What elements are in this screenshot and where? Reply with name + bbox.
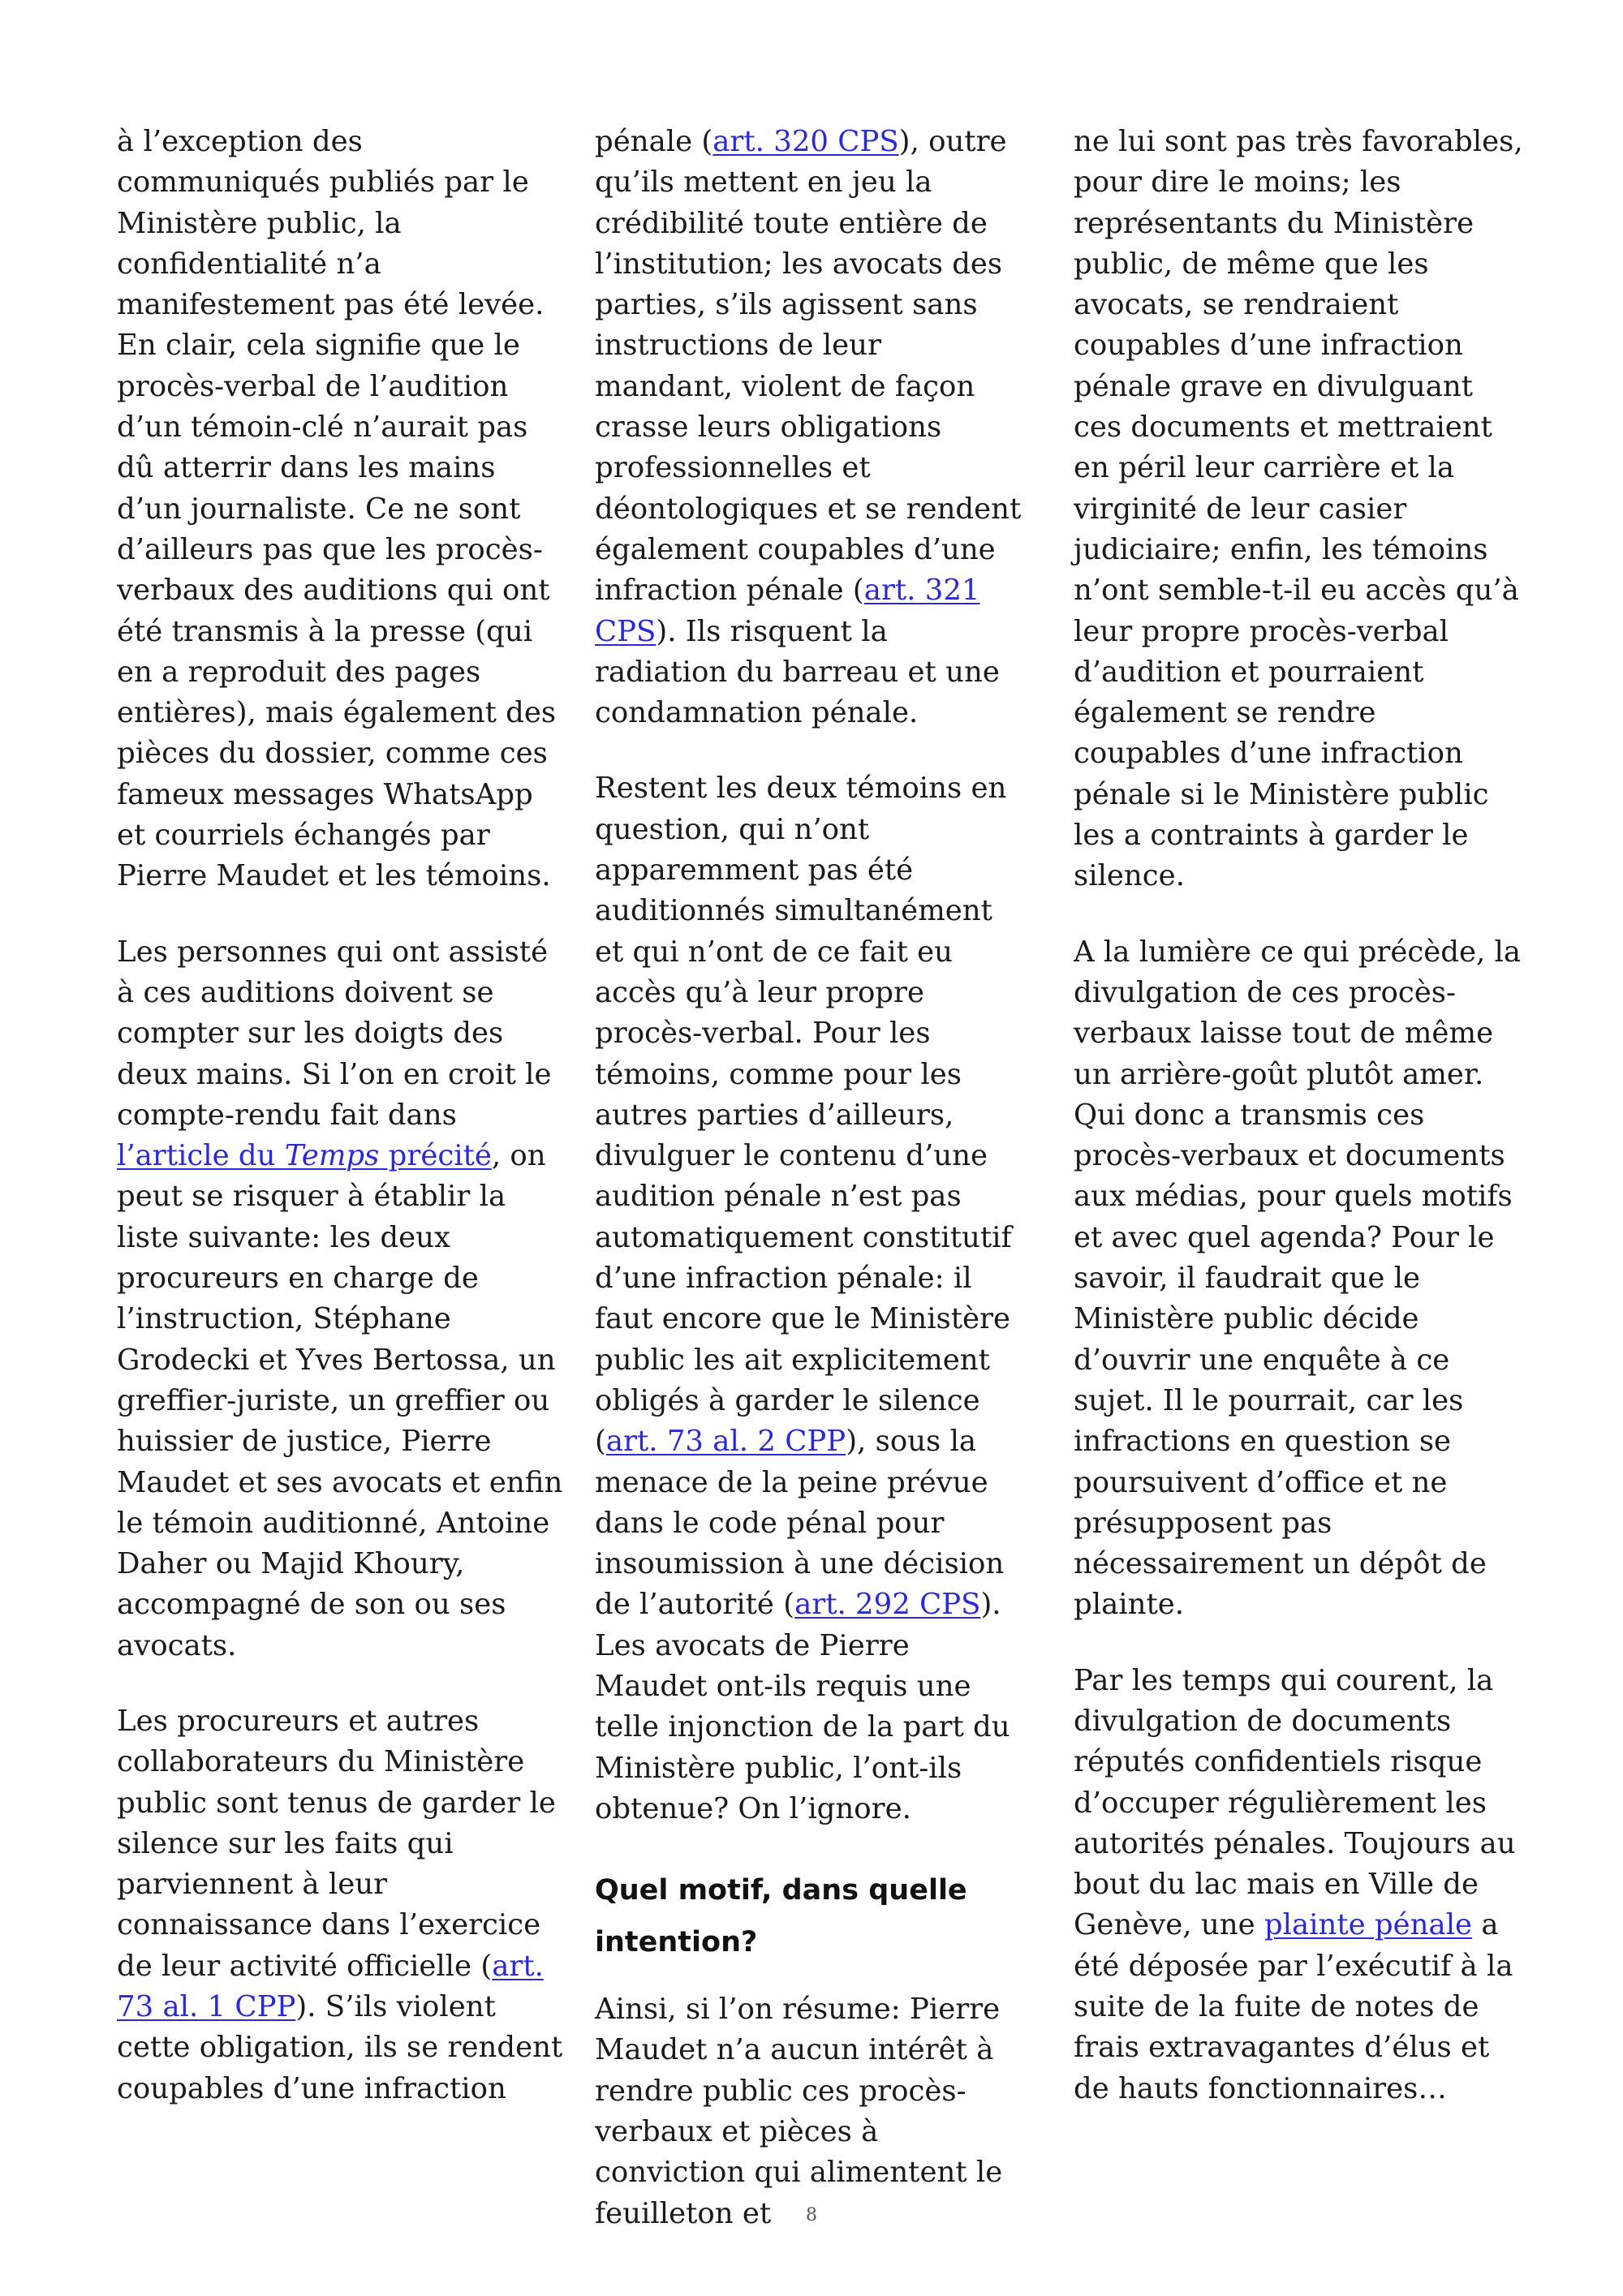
- paragraph-text: ). Ils risquent la radiation du barreau et une condamnation pénale.: [595, 614, 1000, 730]
- paragraph: [595, 1989, 1025, 2234]
- paragraph-text: Les procureurs et autres collaborateurs du Ministère public sont tenus de garder le silence sur les faits qui parviennent à leur connaissance dans l’exercice de leur activité officielle (: [117, 1704, 556, 1983]
- paragraph: [1074, 1661, 1524, 2109]
- paragraph-text: à l’exception des communiqués publiés par le Ministère public, la confidentialité n’a manifestement pas été levée. En clair, cela signifie que le procès-verbal de l’audition d’un témoin-clé n’aurait pas dû atterrir dans les mains d’un journaliste. Ce ne sont d’ailleurs pas que les procès-verbaux des auditions qui ont été transmis à la presse (qui en a reproduit des pages entières), mais également des pièces du dossier, comme ces fameux messages WhatsApp et courriels échangés par Pierre Maudet et les témoins.: [117, 125, 557, 893]
- paragraph-text: , on peut se risquer à établir la liste suivante: les deux procureurs en charge de l’instruction, Stéphane Grodecki et Yves Bertossa, un greffier-juriste, un greffier ou huissier de justice, Pierre Maudet et ses avocats et enfin le témoin auditionné, Antoine Daher ou Majid Khoury, accompagné de son ou ses avocats.: [117, 1139, 563, 1662]
- inline-link[interactable]: Temps: [284, 1139, 380, 1173]
- inline-link[interactable]: art. 73 al. 2 CPP: [605, 1425, 846, 1459]
- paragraph-text: pénale (: [595, 125, 713, 158]
- paragraph: [117, 122, 567, 897]
- text-column-1: [117, 122, 567, 2144]
- inline-link[interactable]: art. 73 al. 1 CPP: [117, 1949, 544, 2024]
- paragraph: [117, 932, 567, 1666]
- paragraph-text: ), outre qu’ils mettent en jeu la crédibilité toute entière de l’institution; les avocats des parties, s’ils agissent sans instructions de leur mandant, violent de façon crasse leurs obligations professionnelles et déontologiques et se rendent également coupables d’une infraction pénale (: [595, 125, 1022, 608]
- text-column-2: [595, 122, 1025, 2269]
- paragraph-text: Restent les deux témoins en question, qui n’ont apparemment pas été auditionnés simultanément et qui n’ont de ce fait eu accès qu’à leur propre procès-verbal. Pour les témoins, comme pour les autres parties d’ailleurs, divulguer le contenu d’une audition pénale n’est pas automatiquement constitutif d’une infraction pénale: il faut encore que le Ministère public les ait explicitement obligés à garder le silence (: [595, 772, 1012, 1459]
- paragraph-text: Les personnes qui ont assisté à ces auditions doivent se compter sur les doigts des deux mains. Si l’on en croit le compte-rendu fait dans: [117, 935, 552, 1132]
- section-heading: Quel motif, dans quelle intention?: [595, 1874, 967, 1959]
- paragraph: [595, 768, 1025, 1829]
- paragraph-text: ). S’ils violent cette obligation, ils se rendent coupables d’une infraction: [117, 1990, 563, 2105]
- inline-link[interactable]: précité: [379, 1139, 492, 1173]
- inline-link[interactable]: l’article du: [117, 1139, 285, 1173]
- paragraph-text: ), sous la menace de la peine prévue dans le code pénal pour insoumission à une décision de l’autorité (: [595, 1425, 1005, 1622]
- paragraph-text: Ainsi, si l’on résume: Pierre Maudet n’a aucun intérêt à rendre public ces procès-verbaux et pièces à conviction qui alimentent le feuilleton et: [595, 1993, 1003, 2230]
- inline-link[interactable]: art. 321 CPS: [595, 574, 980, 648]
- inline-link[interactable]: plainte pénale: [1264, 1908, 1473, 1942]
- paragraph-text: ). Les avocats de Pierre Maudet ont-ils requis une telle injonction de la part du Ministère public, l’ont-ils obtenue? On l’ignore.: [595, 1588, 1010, 1825]
- paragraph-text: ne lui sont pas très favorables, pour dire le moins; les représentants du Ministère public, de même que les avocats, se rendraient coupables d’une infraction pénale grave en divulguant ces documents et mettraient en péril leur carrière et la virginité de leur casier judiciaire; enfin, les témoins n’ont semble-t-il eu accès qu’à leur propre procès-verbal d’audition et pourraient également se rendre coupables d’une infraction pénale si le Ministère public les a contraints à garder le silence.: [1074, 125, 1523, 893]
- text-column-3: [1074, 122, 1524, 2144]
- paragraph: [117, 1701, 567, 2109]
- paragraph-text: Par les temps qui courent, la divulgation de documents réputés confidentiels risque d’occuper régulièrement les autorités pénales. Toujours au bout du lac mais en Ville de Genève, une: [1074, 1663, 1516, 1942]
- paragraph: [595, 122, 1025, 733]
- paragraph-text: A la lumière ce qui précède, la divulgation de ces procès-verbaux laisse tout de même un arrière-goût plutôt amer. Qui donc a transmis ces procès-verbaux et documents aux médias, pour quels motifs et avec quel agenda? Pour le savoir, il faudrait que le Ministère public décide d’ouvrir une enquête à ce sujet. Il le pourrait, car les infractions en question se poursuivent d’office et ne présupposent pas nécessairement un dépôt de plainte.: [1074, 935, 1522, 1622]
- inline-link[interactable]: art. 320 CPS: [712, 125, 899, 158]
- page-number: 8: [806, 2205, 817, 2225]
- paragraph: [1074, 932, 1524, 1626]
- inline-link[interactable]: art. 292 CPS: [794, 1588, 981, 1622]
- paragraph: [1074, 122, 1524, 897]
- paragraph-text: a été déposée par l’exécutif à la suite de la fuite de notes de frais extravagantes d’élus et de hauts fonctionnaires…: [1074, 1908, 1513, 2105]
